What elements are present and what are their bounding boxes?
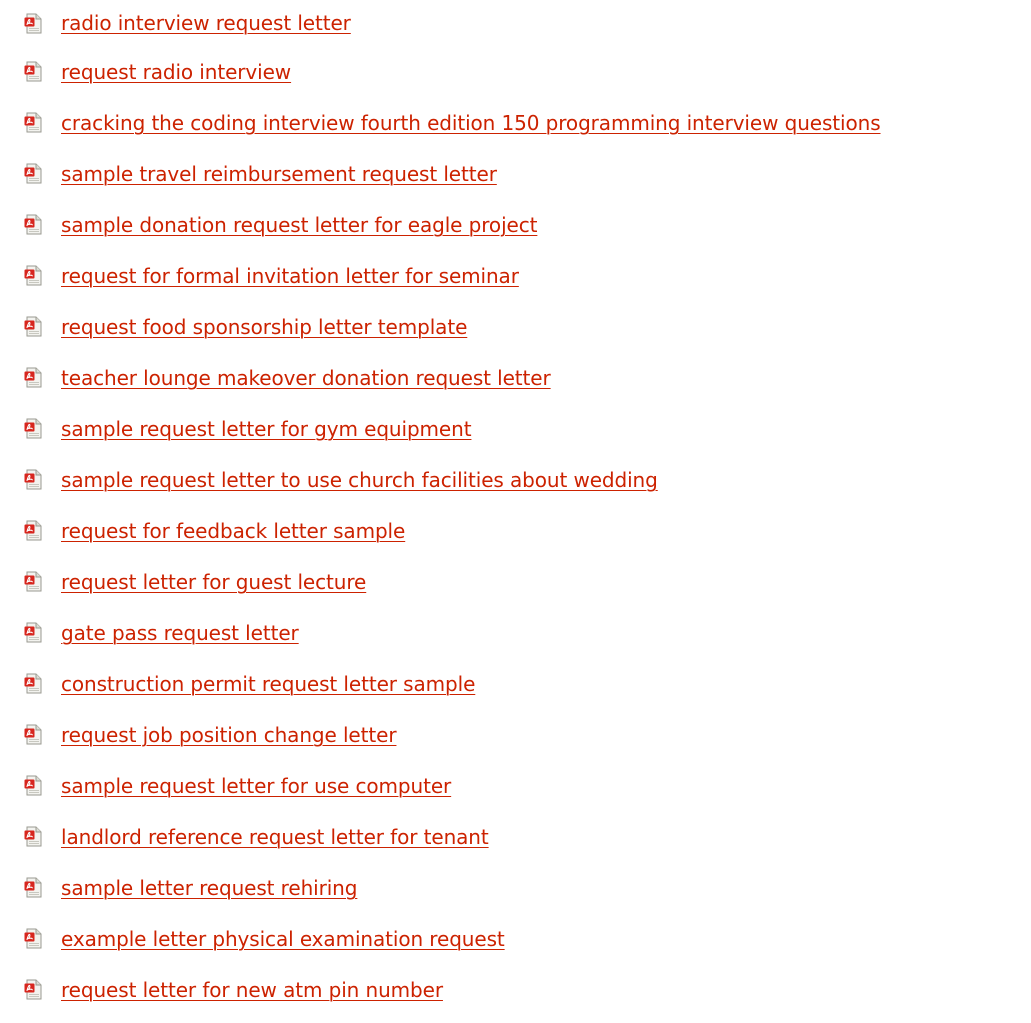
pdf-file-icon — [24, 367, 43, 388]
pdf-file-icon — [24, 571, 43, 592]
pdf-link[interactable]: teacher lounge makeover donation request letter — [61, 365, 551, 390]
pdf-link[interactable]: sample donation request letter for eagle project — [61, 212, 538, 237]
pdf-file-icon — [24, 112, 43, 133]
pdf-link[interactable]: construction permit request letter sample — [61, 671, 476, 696]
pdf-link[interactable]: sample travel reimbursement request letter — [61, 161, 497, 186]
list-item — [24, 46, 881, 97]
pdf-file-icon — [24, 316, 43, 337]
list-item — [24, 97, 881, 148]
pdf-link[interactable]: sample request letter to use church facilities about wedding — [61, 467, 658, 492]
pdf-file-icon — [24, 928, 43, 949]
pdf-link[interactable]: request for feedback letter sample — [61, 518, 406, 543]
pdf-file-icon — [24, 469, 43, 490]
pdf-link[interactable]: request job position change letter — [61, 722, 397, 747]
pdf-link[interactable]: sample letter request rehiring — [61, 875, 358, 900]
list-item — [24, 556, 881, 607]
pdf-file-icon — [24, 979, 43, 1000]
pdf-file-icon — [24, 724, 43, 745]
pdf-file-icon — [24, 826, 43, 847]
list-item — [24, 760, 881, 811]
pdf-file-icon — [24, 877, 43, 898]
pdf-file-icon — [24, 520, 43, 541]
list-item — [24, 148, 881, 199]
list-item — [24, 301, 881, 352]
list-item — [24, 913, 881, 964]
list-item — [24, 250, 881, 301]
list-item — [24, 352, 881, 403]
pdf-link[interactable]: example letter physical examination request — [61, 926, 505, 951]
pdf-link[interactable]: sample request letter for gym equipment — [61, 416, 472, 441]
list-item — [24, 505, 881, 556]
pdf-link[interactable]: request for formal invitation letter for seminar — [61, 263, 519, 288]
pdf-link-list — [24, 0, 881, 1015]
pdf-link[interactable]: request radio interview — [61, 59, 292, 84]
list-item — [24, 607, 881, 658]
list-item — [24, 199, 881, 250]
pdf-file-icon — [24, 775, 43, 796]
list-item — [24, 658, 881, 709]
list-item — [24, 403, 881, 454]
pdf-file-icon — [24, 163, 43, 184]
pdf-file-icon — [24, 418, 43, 439]
pdf-link[interactable]: request letter for guest lecture — [61, 569, 367, 594]
pdf-file-icon — [24, 214, 43, 235]
pdf-link[interactable]: request letter for new atm pin number — [61, 977, 443, 1002]
pdf-file-icon — [24, 61, 43, 82]
pdf-link[interactable]: sample request letter for use computer — [61, 773, 452, 798]
pdf-file-icon — [24, 265, 43, 286]
list-item — [24, 964, 881, 1015]
pdf-link[interactable]: gate pass request letter — [61, 620, 299, 645]
pdf-file-icon — [24, 622, 43, 643]
pdf-file-icon — [24, 13, 43, 34]
list-item — [24, 454, 881, 505]
pdf-file-icon — [24, 673, 43, 694]
pdf-link[interactable]: cracking the coding interview fourth edition 150 programming interview questions — [61, 110, 881, 135]
list-item — [24, 709, 881, 760]
list-item — [24, 811, 881, 862]
pdf-link[interactable]: radio interview request letter — [61, 11, 351, 35]
pdf-link[interactable]: request food sponsorship letter template — [61, 314, 468, 339]
pdf-link[interactable]: landlord reference request letter for tenant — [61, 824, 489, 849]
list-item — [24, 862, 881, 913]
list-item — [24, 0, 881, 46]
